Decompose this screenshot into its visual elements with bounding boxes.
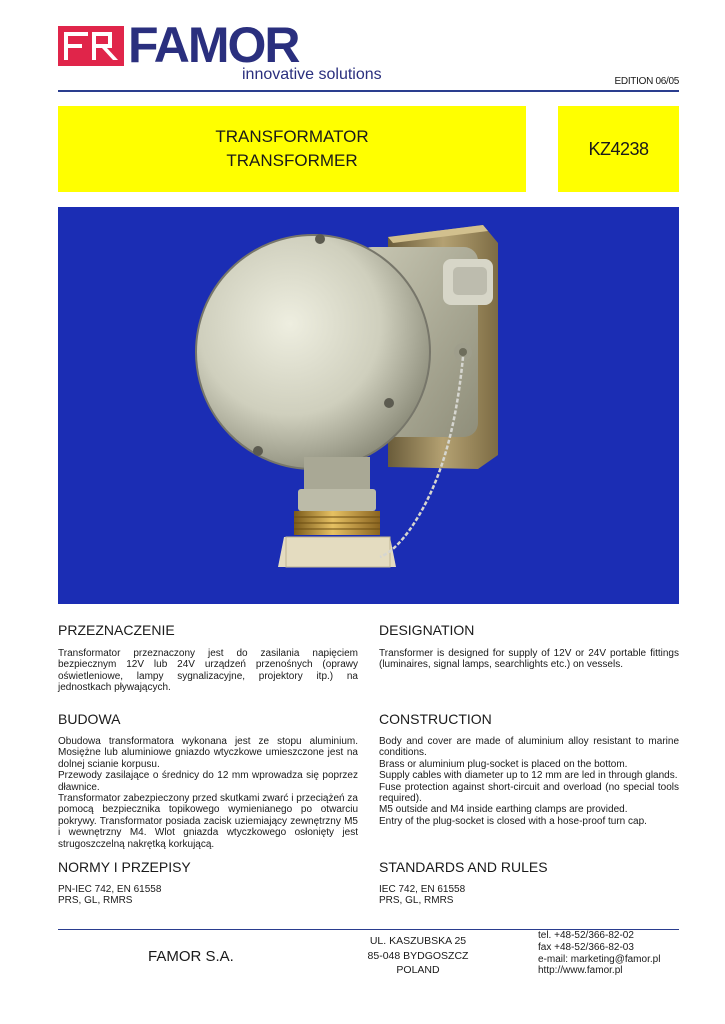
product-photo: [58, 207, 679, 604]
header-divider: [58, 90, 679, 92]
address-line: UL. KASZUBSKA 25: [369, 935, 467, 947]
address-line: POLAND: [396, 964, 440, 976]
text-budowa: [58, 736, 358, 850]
text-line: PN-IEC 742, EN 61558: [58, 884, 162, 895]
text-line: M5 outside and M4 inside earthing clamps are provided.: [379, 804, 628, 816]
title-box: [58, 106, 526, 192]
title-english: TRANSFORMER: [226, 151, 358, 170]
contact-website[interactable]: http://www.famor.pl: [538, 965, 623, 977]
text-line: Brass or aluminium plug-socket is placed on the bottom.: [379, 758, 628, 770]
text-line: PRS, GL, RMRS: [58, 895, 133, 907]
transformer-illustration: [58, 207, 679, 604]
text-line: Transformator zabezpieczony przed skutkami zwarć i przeciążeń za pomocą bezpiecznika topikowego wymienianego po otwarciu pokrywy. Transformator posiada zacisk uziemiający zewnętrzny M5 i wewnętrzny M4. Wlot gniazda wtyczkowego osłonięty jest strugoszczelną nakrętką korkującą.: [58, 793, 358, 850]
text-line: Transformator przeznaczony jest do zasilania napięciem bezpiecznym 12V lub 24V urządzeń przenośnych (oprawy oświetleniowe, lampy sygnalizacyjne, projektory itp.) na jednostkach pływających.: [58, 648, 358, 694]
contact-email[interactable]: e-mail: marketing@famor.pl: [538, 953, 661, 965]
text-line: Supply cables with diameter up to 12 mm are led in through glands.: [379, 770, 678, 782]
contact-fax: fax +48-52/366-82-03: [538, 941, 634, 953]
text-line: Przewody zasilające o średnicy do 12 mm wprowadza się poprzez dławnice.: [58, 770, 358, 793]
product-code: KZ4238: [558, 106, 679, 192]
edition-label: EDITION 06/05: [614, 76, 679, 87]
text-construction: [379, 736, 679, 827]
heading-budowa: BUDOWA: [58, 711, 121, 727]
text-line: Entry of the plug-socket is closed with a hose-proof turn cap.: [379, 815, 647, 827]
heading-construction: CONSTRUCTION: [379, 711, 492, 727]
text-line: Transformer is designed for supply of 12V or 24V portable fittings (luminaires, signal lamps, searchlights etc.) on vessels.: [379, 648, 679, 671]
text-line: IEC 742, EN 61558: [379, 884, 466, 895]
heading-przeznaczenie: PRZEZNACZENIE: [58, 622, 175, 638]
contact-phone: tel. +48-52/366-82-02: [538, 930, 634, 941]
text-line: Fuse protection against short-circuit and overload (no special tools required).: [379, 781, 679, 805]
footer-address: [338, 934, 498, 978]
footer-company: FAMOR S.A.: [148, 948, 234, 965]
text-line: PRS, GL, RMRS: [379, 895, 454, 907]
famor-logo: [58, 17, 388, 86]
text-normy: [58, 884, 358, 907]
fr-logo-mark-icon: [58, 26, 124, 66]
heading-normy: NORMY I PRZEPISY: [58, 859, 191, 875]
heading-designation: DESIGNATION: [379, 622, 475, 638]
text-standards: [379, 884, 679, 907]
address-line: 85-048 BYDGOSZCZ: [367, 949, 469, 962]
title-polish: TRANSFORMATOR: [215, 127, 369, 146]
text-przeznaczenie: [58, 648, 358, 694]
heading-standards: STANDARDS AND RULES: [379, 859, 548, 875]
text-line: Body and cover are made of aluminium alloy resistant to marine conditions.: [379, 736, 679, 759]
logo-tagline: innovative solutions: [242, 66, 382, 83]
text-designation: [379, 648, 679, 671]
text-line: Obudowa transformatora wykonana jest ze stopu aluminium. Mosiężne lub aluminiowe gniazdo wtyczkowe umieszczone jest na dolnej scianie korpusu.: [58, 736, 358, 770]
footer-contact: [538, 930, 660, 977]
logo-wordmark: FAMOR: [128, 17, 299, 73]
